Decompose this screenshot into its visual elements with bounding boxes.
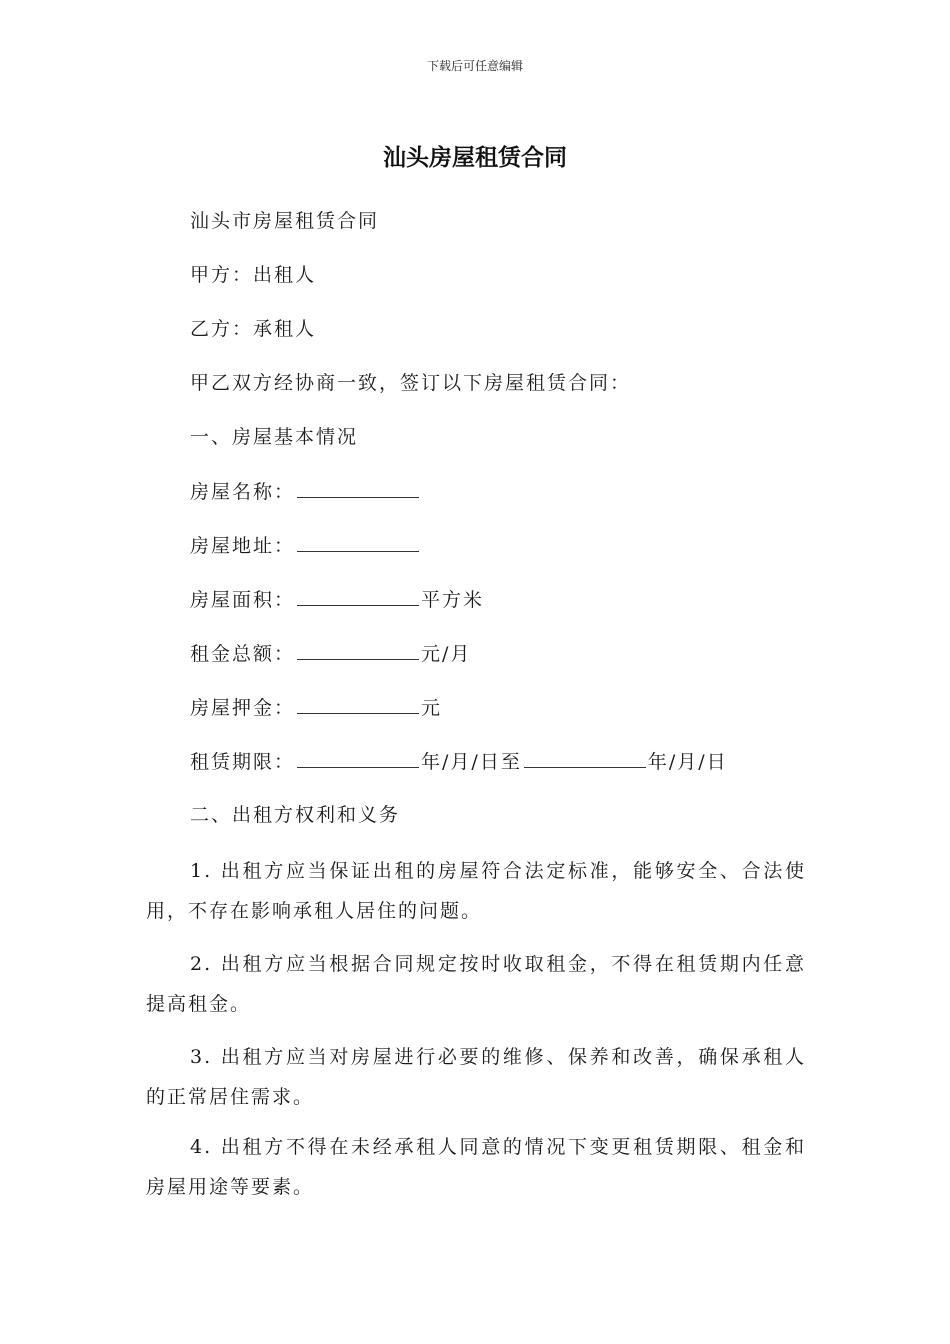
clause-paragraph: 2. 出租方应当根据合同规定按时收取租金，不得在租赁期内任意提高租金。 [146, 953, 806, 1015]
rent-total-unit: 元/月 [421, 643, 472, 665]
section-2-heading: 二、出租方权利和义务 [190, 804, 401, 826]
house-address-field [190, 533, 421, 558]
clause-paragraph: 1. 出租方应当保证出租的房屋符合法定标准，能够安全、合法使用，不存在影响承租人居住的问题。 [146, 860, 806, 922]
house-area-unit: 平方米 [421, 589, 485, 611]
document-title: 汕头房屋租赁合同 [383, 145, 567, 171]
house-name-label: 房屋名称： [190, 481, 296, 503]
section-1-heading: 一、房屋基本情况 [190, 426, 359, 448]
house-area-field [190, 587, 484, 612]
deposit-field [190, 695, 442, 720]
house-name-blank [297, 479, 419, 498]
header-note: 下载后可任意编辑 [426, 59, 523, 73]
lease-start-blank [297, 749, 419, 768]
party-a-line: 甲方：出租人 [190, 264, 317, 286]
rent-total-label: 租金总额： [190, 643, 296, 665]
subtitle-line: 汕头市房屋租赁合同 [190, 210, 380, 232]
lease-term-field [190, 749, 728, 774]
house-address-label: 房屋地址： [190, 535, 296, 557]
party-b-line: 乙方：承租人 [190, 318, 317, 340]
house-area-label: 房屋面积： [190, 589, 296, 611]
rent-total-blank [297, 641, 419, 660]
deposit-label: 房屋押金： [190, 697, 296, 719]
deposit-blank [297, 695, 419, 714]
lease-term-label: 租赁期限： [190, 751, 296, 773]
lease-end-blank [524, 749, 646, 768]
lease-term-end: 年/月/日 [647, 751, 728, 773]
deposit-unit: 元 [421, 697, 443, 719]
house-area-blank [297, 587, 419, 606]
house-address-blank [297, 533, 419, 552]
clause-paragraph: 4. 出租方不得在未经承租人同意的情况下变更租赁期限、租金和房屋用途等要素。 [146, 1136, 806, 1198]
lease-term-mid: 年/月/日至 [421, 751, 522, 773]
clause-paragraph: 3. 出租方应当对房屋进行必要的维修、保养和改善，确保承租人的正常居住需求。 [146, 1046, 806, 1108]
rent-total-field [190, 641, 471, 666]
intro-line: 甲乙双方经协商一致，签订以下房屋租赁合同： [190, 372, 632, 394]
house-name-field [190, 479, 421, 504]
